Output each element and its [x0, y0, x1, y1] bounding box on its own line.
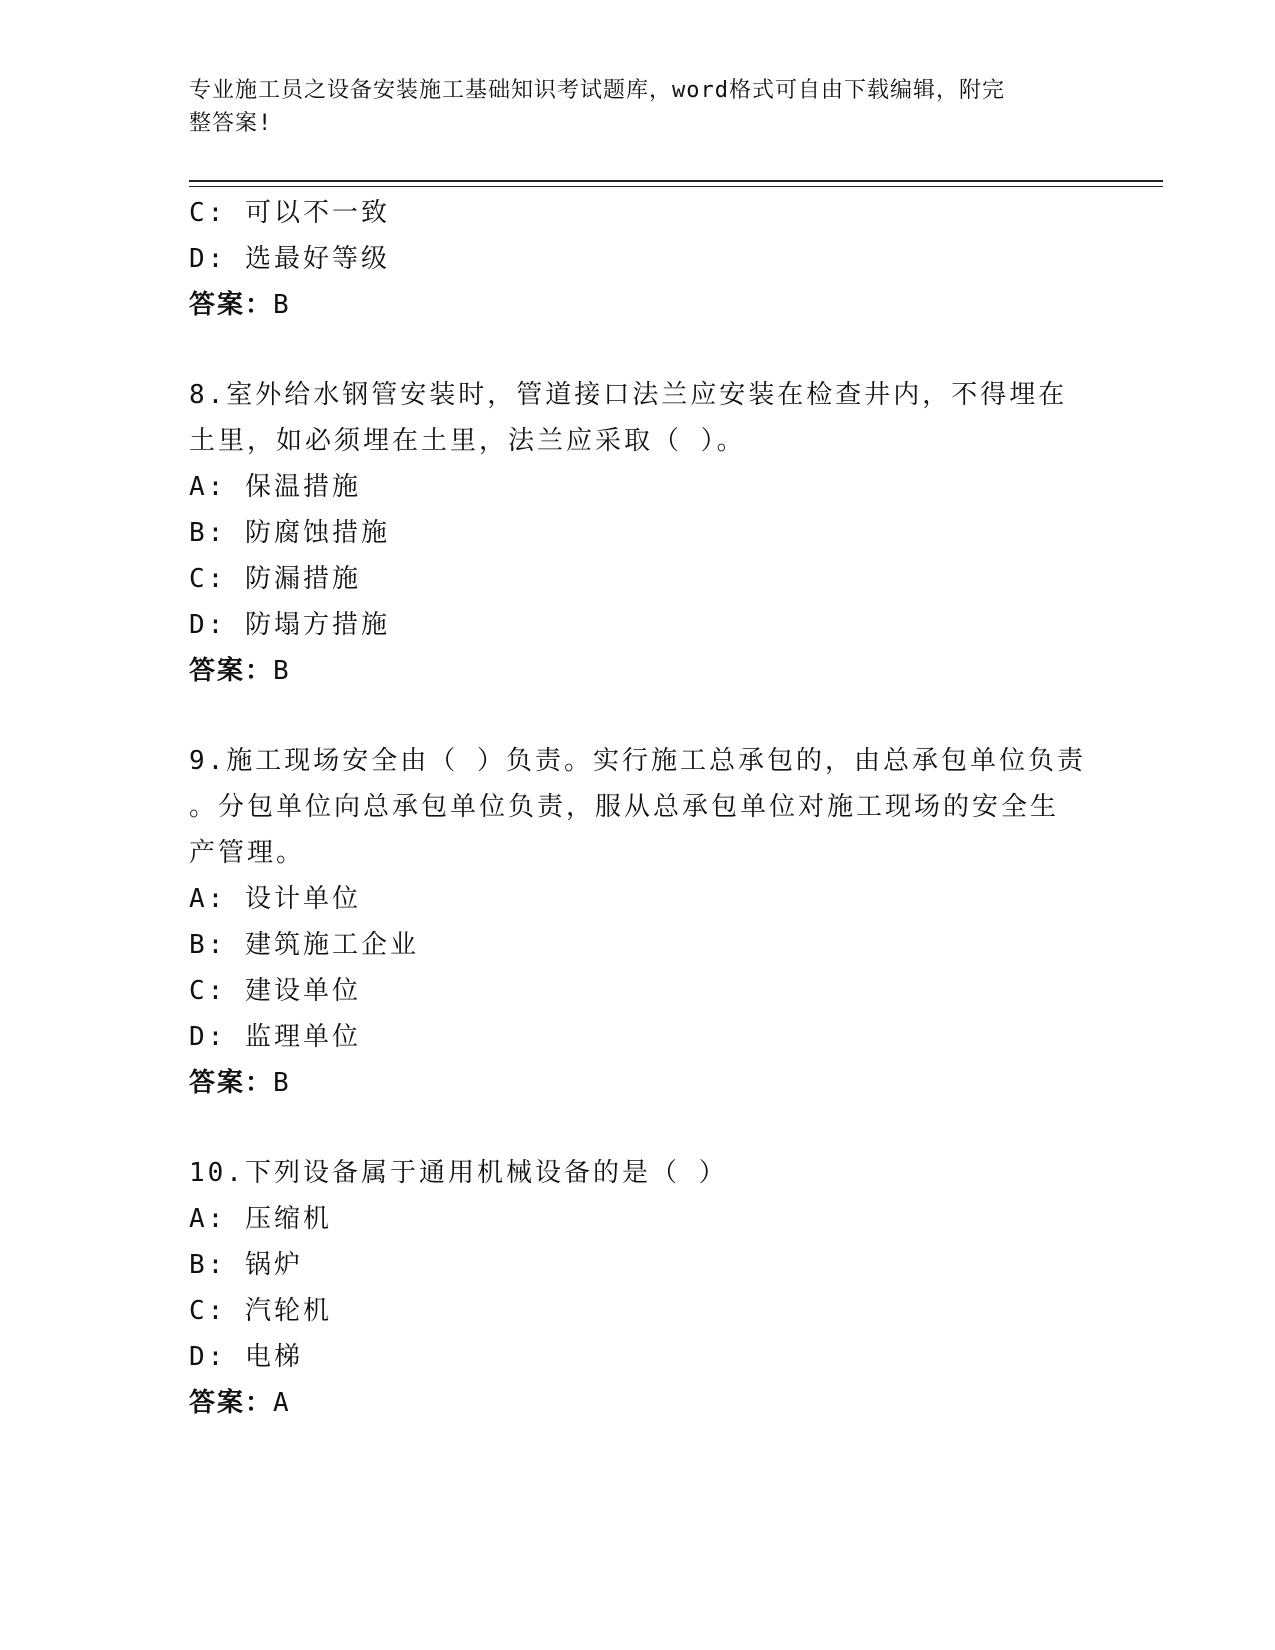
answer-value: B	[273, 290, 291, 320]
option-text: 建设单位	[244, 976, 361, 1006]
option-label: A:	[189, 884, 227, 914]
option-text: 设计单位	[244, 884, 361, 914]
option-c	[189, 556, 1089, 602]
option-b	[189, 1242, 1089, 1288]
document-header	[189, 74, 1089, 140]
option-label: B:	[189, 1250, 227, 1280]
header-line-1: 专业施工员之设备安装施工基础知识考试题库，word格式可自由下载编辑，附完	[189, 78, 1005, 103]
option-text: 防漏措施	[244, 564, 361, 594]
option-text: 保温措施	[244, 472, 361, 502]
option-c	[189, 1288, 1089, 1334]
option-text: 汽轮机	[244, 1296, 332, 1326]
option-a	[189, 464, 1089, 510]
option-d	[189, 602, 1089, 648]
answer-line	[189, 1060, 1089, 1106]
option-label: A:	[189, 1204, 227, 1234]
option-c	[189, 968, 1089, 1014]
option-text: 防塌方措施	[244, 610, 390, 640]
option-label: B:	[189, 930, 227, 960]
option-d	[189, 1334, 1089, 1380]
answer-line	[189, 282, 1089, 328]
answer-label: 答案：	[189, 1068, 274, 1098]
option-d	[189, 1014, 1089, 1060]
answer-value: A	[273, 1388, 291, 1418]
answer-line	[189, 648, 1089, 694]
option-label: D:	[189, 1022, 227, 1052]
option-a	[189, 1196, 1089, 1242]
option-label: C:	[189, 1296, 227, 1326]
option-label: C:	[189, 198, 227, 228]
question-stem-line: 。分包单位向总承包单位负责，服从总承包单位对施工现场的安全生	[189, 792, 1060, 822]
option-d	[189, 236, 1089, 282]
header-divider-thick	[189, 180, 1163, 182]
option-label: A:	[189, 472, 227, 502]
option-text: 电梯	[244, 1342, 303, 1372]
question-8	[189, 372, 1089, 694]
question-7-continuation	[189, 190, 1089, 328]
question-10	[189, 1150, 1089, 1426]
question-stem-line: 产管理。	[189, 838, 306, 868]
option-text: 防腐蚀措施	[244, 518, 390, 548]
answer-value: B	[273, 656, 291, 686]
option-text: 锅炉	[244, 1250, 303, 1280]
option-text: 监理单位	[244, 1022, 361, 1052]
answer-label: 答案：	[189, 656, 274, 686]
question-9	[189, 738, 1089, 1106]
option-a	[189, 876, 1089, 922]
option-label: C:	[189, 564, 227, 594]
question-stem-line: 10.下列设备属于通用机械设备的是（ ）	[189, 1158, 728, 1188]
header-line-2: 整答案!	[189, 111, 273, 136]
option-label: D:	[189, 610, 227, 640]
option-text: 选最好等级	[244, 244, 390, 274]
answer-value: B	[273, 1068, 291, 1098]
option-text: 可以不一致	[244, 198, 390, 228]
answer-line	[189, 1380, 1089, 1426]
question-stem-line: 9.施工现场安全由（ ）负责。实行施工总承包的，由总承包单位负责	[189, 746, 1086, 776]
option-label: D:	[189, 1342, 227, 1372]
option-text: 压缩机	[244, 1204, 332, 1234]
question-stem-line: 8.室外给水钢管安装时，管道接口法兰应安装在检查井内，不得埋在	[189, 380, 1068, 410]
answer-label: 答案：	[189, 1388, 274, 1418]
header-divider-thin	[189, 186, 1163, 187]
answer-label: 答案：	[189, 290, 274, 320]
question-stem-line: 土里，如必须埋在土里，法兰应采取（ ）。	[189, 426, 746, 456]
option-b	[189, 510, 1089, 556]
option-c	[189, 190, 1089, 236]
option-text: 建筑施工企业	[244, 930, 419, 960]
option-b	[189, 922, 1089, 968]
question-list	[189, 190, 1089, 1426]
option-label: D:	[189, 244, 227, 274]
option-label: B:	[189, 518, 227, 548]
option-label: C:	[189, 976, 227, 1006]
